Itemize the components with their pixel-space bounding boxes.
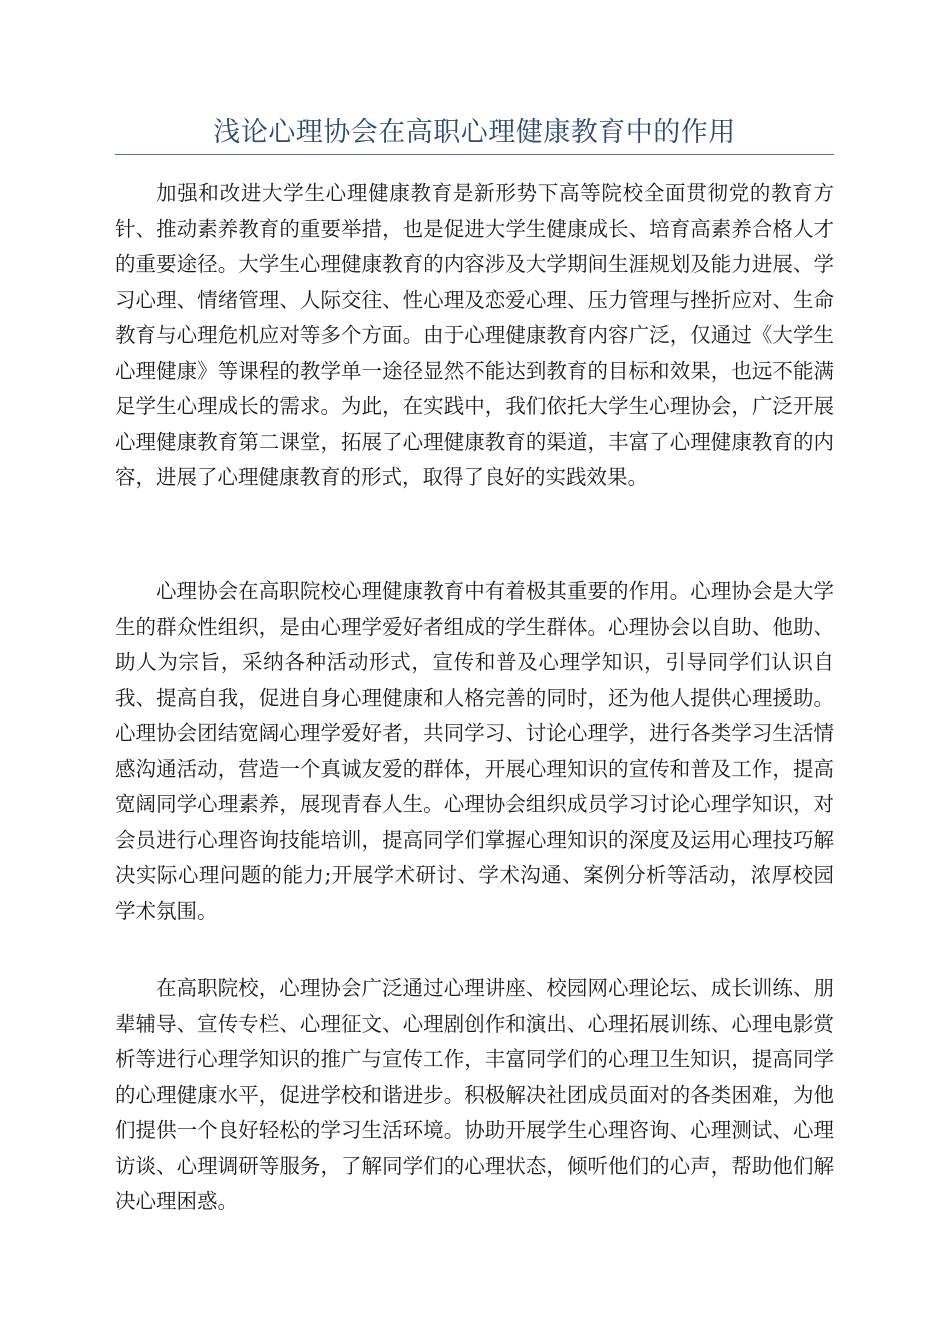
title-underline	[115, 154, 834, 155]
body-paragraph-1: 加强和改进大学生心理健康教育是新形势下高等院校全面贯彻党的教育方针、推动素养教育的重要举措，也是促进大学生健康成长、培育高素养合格人才的重要途径。大学生心理健康教育的内容涉及大学期间生涯规划及能力进展、学习心理、情绪管理、人际交往、性心理及恋爱心理、压力管理与挫折应对、生命教育与心理危机应对等多个方面。由于心理健康教育内容广泛，仅通过《大学生心理健康》等课程的教学单一途径显然不能达到教育的目标和效果，也远不能满足学生心理成长的需求。为此，在实践中，我们依托大学生心理协会，广泛开展心理健康教育第二课堂，拓展了心理健康教育的渠道，丰富了心理健康教育的内容，进展了心理健康教育的形式，取得了良好的实践效果。	[115, 181, 834, 489]
body-paragraph-2: 心理协会在高职院校心理健康教育中有着极其重要的作用。心理协会是大学生的群众性组织，是由心理学爱好者组成的学生群体。心理协会以自助、他助、助人为宗旨，采纳各种活动形式，宣传和普及心理学知识，引导同学们认识自我、提高自我，促进自身心理健康和人格完善的同时，还为他人提供心理援助。心理协会团结宽阔心理学爱好者，共同学习、讨论心理学，进行各类学习生活情感沟通活动，营造一个真诚友爱的群体，开展心理知识的宣传和普及工作，提高宽阔同学心理素养，展现青春人生。心理协会组织成员学习讨论心理学知识，对会员进行心理咨询技能培训，提高同学们掌握心理知识的深度及运用心理技巧解决实际心理问题的能力;开展学术研讨、学术沟通、案例分析等活动，浓厚校园学术氛围。	[115, 579, 834, 923]
document-title: 浅论心理协会在高职心理健康教育中的作用	[213, 117, 736, 148]
body-paragraph-3: 在高职院校，心理协会广泛通过心理讲座、校园网心理论坛、成长训练、朋辈辅导、宣传专栏、心理征文、心理剧创作和演出、心理拓展训练、心理电影赏析等进行心理学知识的推广与宣传工作，丰富同学们的心理卫生知识，提高同学的心理健康水平，促进学校和谐进步。积极解决社团成员面对的各类困难，为他们提供一个良好轻松的学习生活环境。协助开展学生心理咨询、心理测试、心理访谈、心理调研等服务，了解同学们的心理状态，倾听他们的心声，帮助他们解决心理困惑。	[115, 976, 834, 1213]
